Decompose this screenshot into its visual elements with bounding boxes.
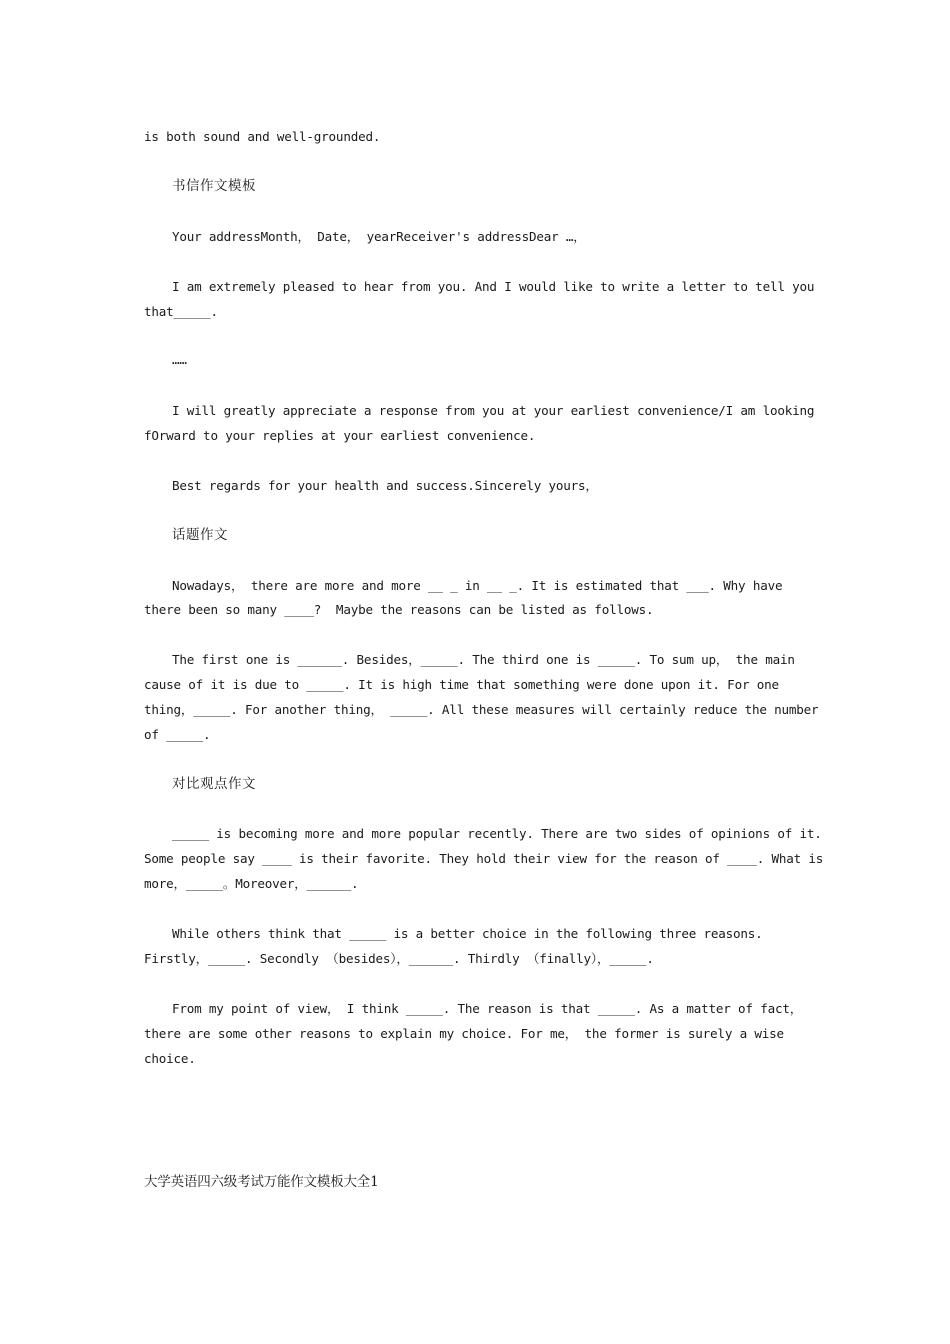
- text-line: of _____.: [144, 727, 211, 742]
- text-line: _____ is becoming more and more popular recently. There are two sides of opinions of it.: [172, 826, 822, 841]
- text-line: The first one is ______. Besides，_____. The third one is _____. To sum up， the main: [172, 652, 795, 667]
- text-line: Some people say ____ is their favorite. They hold their view for the reason of ____. What is: [144, 851, 824, 866]
- text-line: more，_____。Moreover，______.: [144, 876, 359, 891]
- text-line: is both sound and well-grounded.: [144, 129, 381, 144]
- text-line: fOrward to your replies at your earliest convenience.: [144, 428, 536, 443]
- page-footer-title: 大学英语四六级考试万能作文模板大全1: [144, 1174, 379, 1190]
- text-line: I will greatly appreciate a response from you at your earliest convenience/I am looking: [172, 403, 815, 418]
- text-line: there are some other reasons to explain my choice. For me， the former is surely a wise: [144, 1026, 784, 1041]
- text-line: From my point of view， I think _____. The reason is that _____. As a matter of fact，: [172, 1001, 803, 1016]
- section-heading-contrast-essay: 对比观点作文: [172, 776, 256, 792]
- text-line: there been so many ____? Maybe the reasons can be listed as follows.: [144, 602, 654, 617]
- text-line: thing，_____. For another thing， _____. All these measures will certainly reduce the number: [144, 702, 819, 717]
- text-line: Nowadays， there are more and more __ _ in __ _. It is estimated that ___. Why have: [172, 578, 783, 593]
- text-line: that_____.: [144, 304, 218, 319]
- section-heading-letter-template: 书信作文模板: [172, 178, 256, 194]
- text-line: Best regards for your health and success.Sincerely yours，: [172, 478, 598, 493]
- text-line: I am extremely pleased to hear from you. And I would like to write a letter to tell you: [172, 279, 815, 294]
- text-line: Your addressMonth， Date， yearReceiver's addressDear …，: [172, 229, 586, 244]
- text-line: While others think that _____ is a better choice in the following three reasons.: [172, 926, 763, 941]
- section-heading-topic-essay: 话题作文: [172, 527, 228, 543]
- text-line: choice.: [144, 1051, 196, 1066]
- text-line: cause of it is due to _____. It is high time that something were done upon it. For one: [144, 677, 779, 692]
- text-line: Firstly，_____. Secondly （besides），______. Thirdly （finally），_____.: [144, 951, 654, 966]
- ellipsis-line: ……: [172, 352, 187, 367]
